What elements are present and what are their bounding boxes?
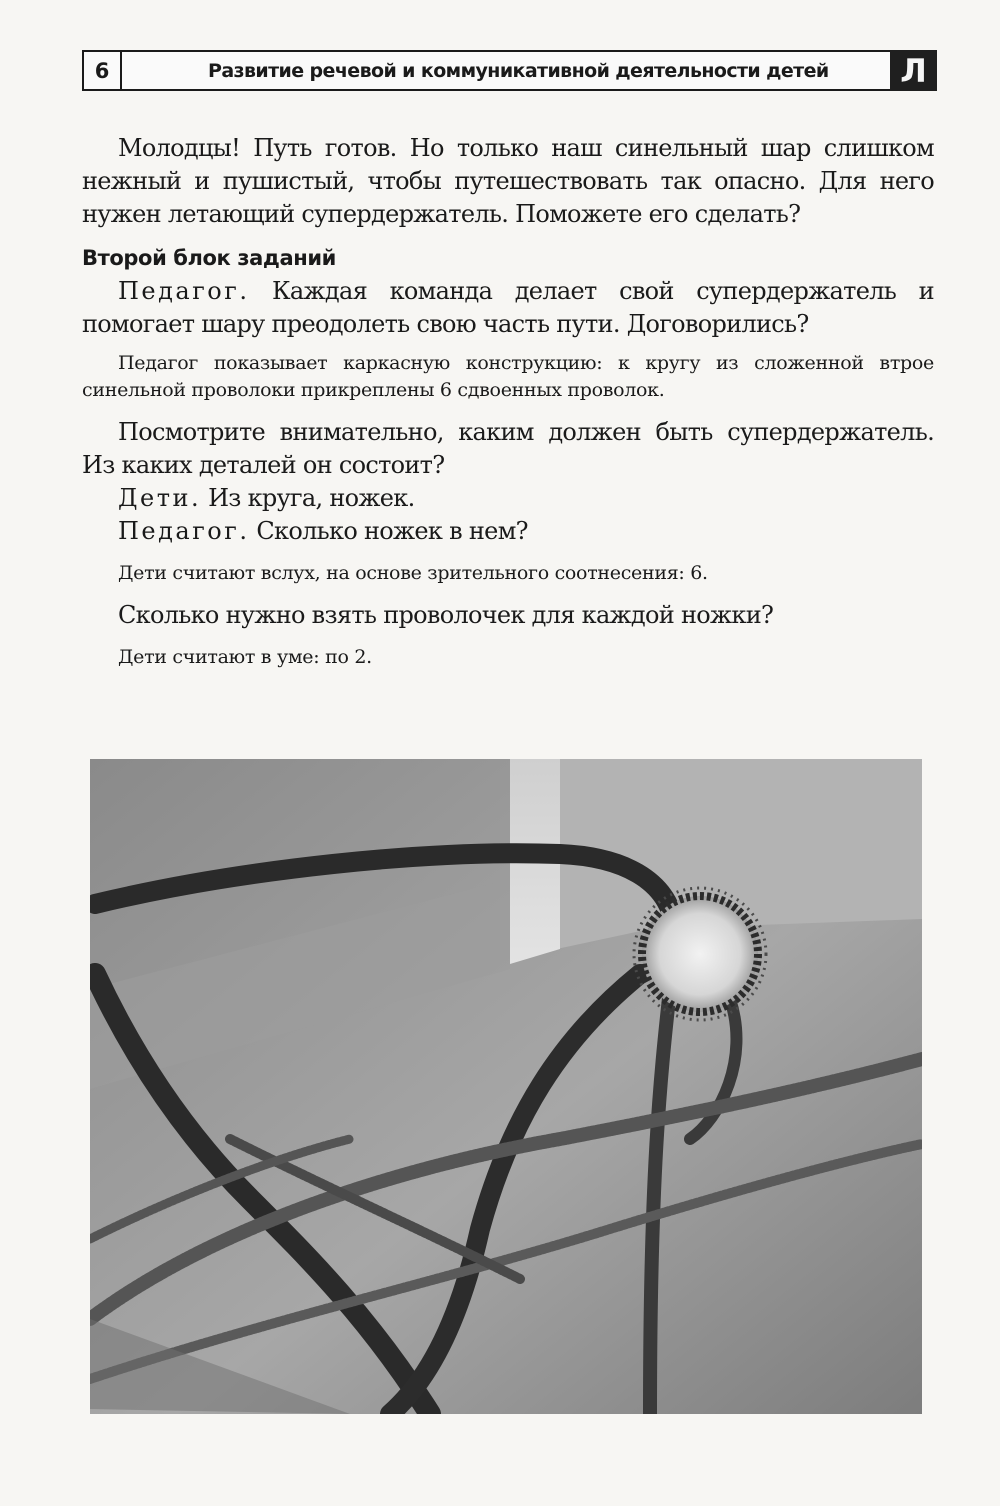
page-content bbox=[82, 132, 934, 671]
speech-text: Из круга, ножек. bbox=[208, 484, 415, 512]
speech-text: Сколько ножек в нем? bbox=[256, 517, 528, 545]
paragraph-question: Посмотрите внимательно, каким должен быть супердержатель. Из каких деталей он состоит? bbox=[82, 418, 934, 479]
page-number: 6 bbox=[82, 50, 122, 91]
paragraph-teacher-task bbox=[82, 275, 934, 341]
speaker-label: Дети. bbox=[118, 484, 202, 512]
photo-illustration bbox=[90, 759, 922, 1414]
paragraph-note-construction: Педагог показывает каркасную конструкцию: к кругу из сложенной втрое синельной проволоки прикреплены 6 сдвоенных проволок. bbox=[82, 352, 934, 401]
speech-text: Каждая команда делает свой супердержатель и помогает шару преодолеть свою часть пути. Договорились? bbox=[82, 277, 934, 338]
publisher-logo: Л bbox=[890, 50, 937, 91]
speaker-label: Педагог. bbox=[118, 277, 250, 305]
running-title: Развитие речевой и коммуникативной деятельности детей bbox=[122, 50, 892, 91]
paragraph-teacher-question bbox=[82, 515, 934, 548]
speaker-label: Педагог. bbox=[118, 517, 250, 545]
paragraph-note-mental: Дети считают в уме: по 2. bbox=[118, 646, 372, 668]
photo-chenille-holder bbox=[90, 759, 922, 1414]
paragraph-children-answer bbox=[82, 482, 934, 515]
paragraph-note-count: Дети считают вслух, на основе зрительного соотнесения: 6. bbox=[118, 562, 708, 584]
page-header bbox=[82, 50, 937, 93]
paragraph-question-wires: Сколько нужно взять проволочек для каждой ножки? bbox=[118, 601, 774, 629]
paragraph-intro: Молодцы! Путь готов. Но только наш синельный шар слишком нежный и пушистый, чтобы путешествовать так опасно. Для него нужен летающий супердержатель. Поможете его сделать? bbox=[82, 134, 934, 228]
section-heading: Второй блок заданий bbox=[82, 246, 336, 270]
